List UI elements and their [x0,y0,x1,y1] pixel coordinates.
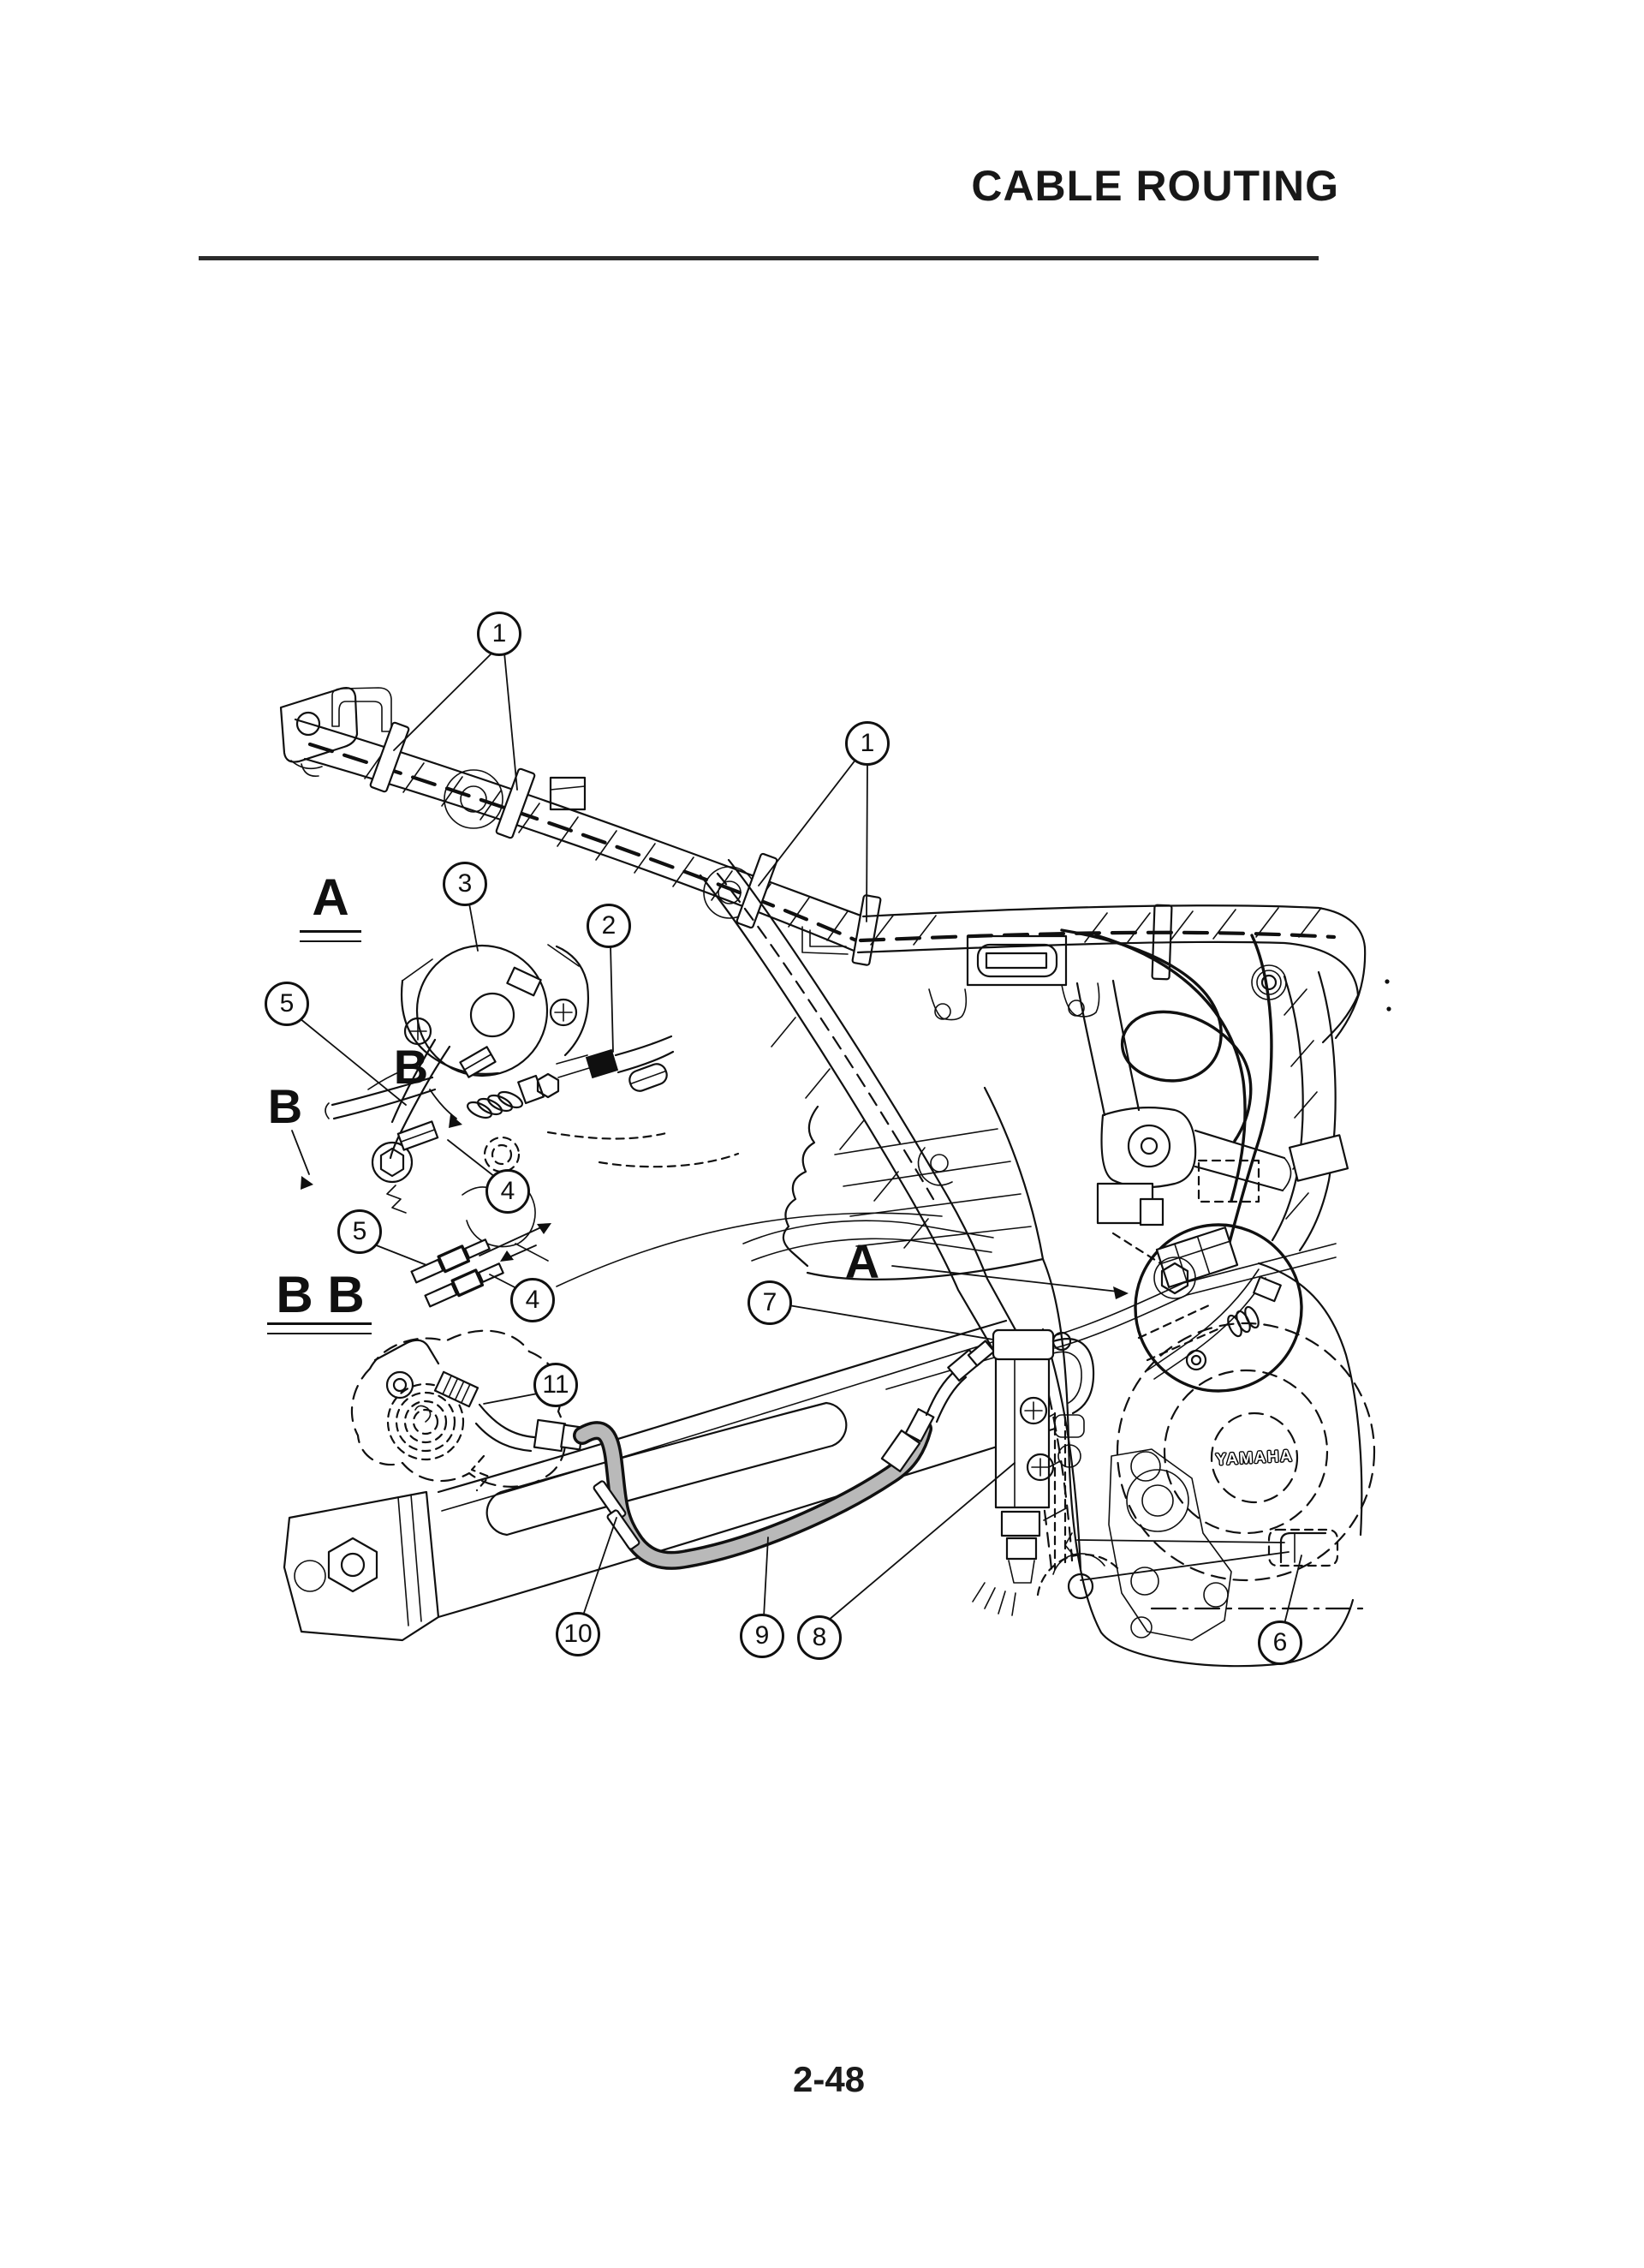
view-label-b-left: B [267,1079,303,1133]
harness-clamps [370,722,1172,979]
engine-cylinder [783,1088,1043,1280]
callout-5-lower: 5 [337,1209,382,1254]
detail-view-a [325,945,738,1261]
engine-logo: YAMAHA [1215,1447,1294,1470]
view-label-detail-a-underline [300,930,361,942]
view-label-b-right: B [393,1040,429,1094]
subframe-rails [557,1213,993,1286]
callout-5-upper: 5 [265,982,309,1026]
page-title: CABLE ROUTING [971,162,1339,210]
view-label-pointer-a: A [844,1234,880,1288]
callout-10: 10 [556,1612,600,1656]
view-label-detail-a: A [312,868,349,926]
callout-9: 9 [740,1614,784,1658]
callout-6: 6 [1258,1620,1302,1665]
view-label-section-bb-underline [267,1322,372,1334]
rear-master-cylinder [352,1331,583,1490]
callout-4-upper: 4 [485,1169,530,1214]
callout-8: 8 [797,1615,842,1660]
callout-11: 11 [533,1363,578,1407]
detail-circle [1135,1225,1302,1391]
callout-7: 7 [748,1280,792,1325]
callout-3: 3 [443,862,487,906]
page-number: 2-48 [792,2059,866,2099]
callout-1-front: 1 [477,612,521,656]
callout-4-lower: 4 [510,1278,555,1322]
callout-1-top: 1 [845,721,890,766]
callout-2: 2 [587,904,631,948]
top-frame-tube [858,905,1365,1019]
swingarm [284,1321,1055,1640]
view-label-section-bb: B B [276,1266,365,1323]
